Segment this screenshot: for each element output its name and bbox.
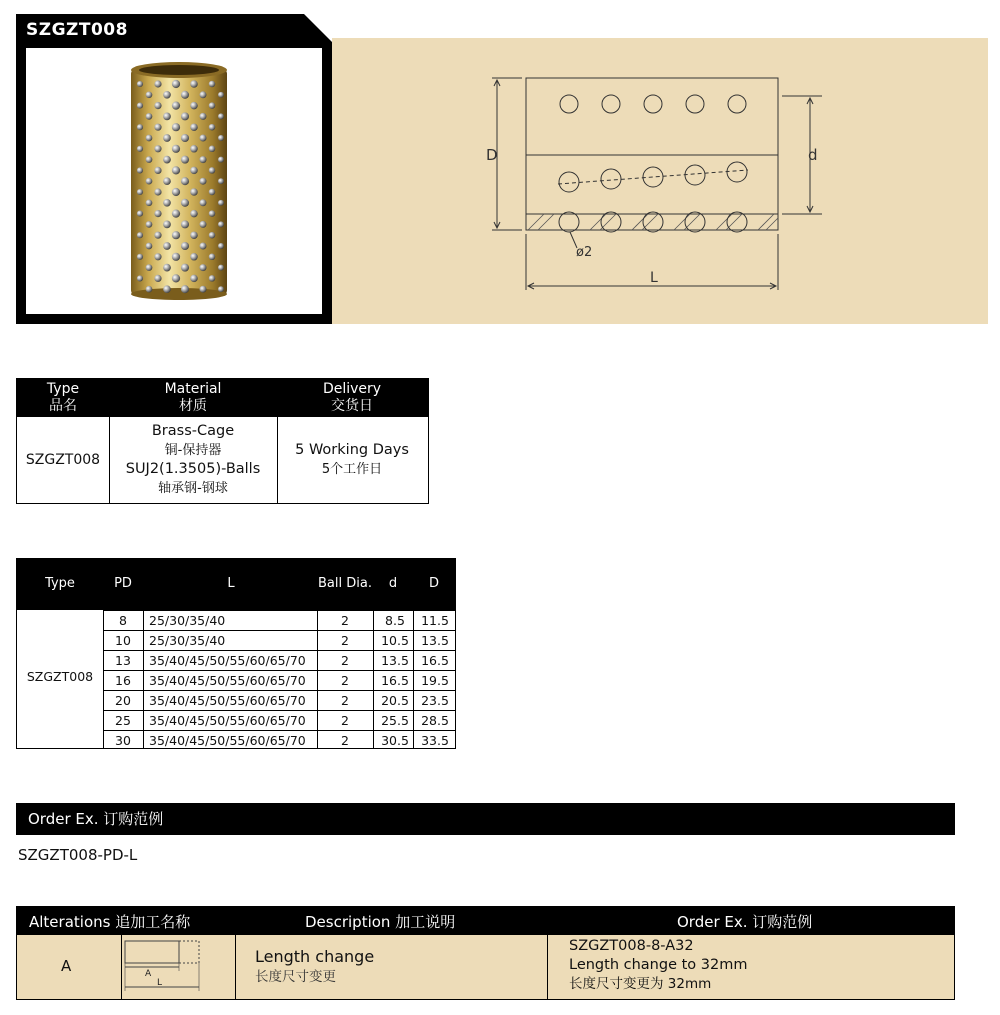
col-ball-dia: Ball Dia. (318, 576, 372, 591)
dimension-table-header (17, 559, 455, 610)
dim-label-D: D (486, 146, 498, 164)
cell-pd: 8 (119, 613, 127, 628)
cell-l: 35/40/45/50/55/60/65/70 (149, 713, 306, 728)
cell-D: 16.5 (421, 653, 449, 668)
col-type: Type (45, 576, 75, 591)
cell-material: Brass-Cage 铜-保持器 SUJ2(1.3505)-Balls 轴承钢-钢球 (125, 423, 261, 496)
col-pd: PD (114, 576, 132, 591)
cell-ball: 2 (341, 673, 349, 688)
cell-pd: 13 (115, 653, 131, 668)
cell-ball: 2 (341, 653, 349, 668)
technical-drawing (332, 38, 988, 324)
alterations-row (17, 935, 954, 999)
ball-cage-image (26, 48, 322, 314)
header-type: Type 品名 (46, 381, 80, 414)
table-row (103, 610, 455, 630)
alteration-code: A (61, 957, 72, 975)
cell-pd: 25 (115, 713, 131, 728)
spec-table-material-header (17, 379, 428, 417)
spec-table-dimensions (16, 558, 456, 749)
cell-pd: 10 (115, 633, 131, 648)
col-d-large: D (428, 576, 439, 591)
cell-type: SZGZT008 (25, 452, 101, 468)
dim-label-d: d (808, 146, 818, 164)
alterations-table (16, 906, 955, 1000)
cell-pd: 30 (115, 733, 131, 748)
cell-pd: 16 (115, 673, 131, 688)
drawing-panel (332, 38, 988, 324)
cell-d: 13.5 (381, 653, 409, 668)
order-code: SZGZT008-PD-L (18, 846, 138, 864)
cell-ball: 2 (341, 693, 349, 708)
cell-l: 35/40/45/50/55/60/65/70 (149, 733, 306, 748)
dim-label-L: L (650, 270, 658, 286)
header-description: Description 加工说明 (305, 913, 456, 931)
cell-d: 20.5 (381, 693, 409, 708)
cell-ball: 2 (341, 633, 349, 648)
cell-D: 19.5 (421, 673, 449, 688)
alteration-order-example: SZGZT008-8-A32 Length change to 32mm 长度尺寸变更为 32mm (569, 938, 748, 992)
cell-d: 16.5 (381, 673, 409, 688)
product-title: SZGZT008 (26, 20, 128, 40)
cell-l: 35/40/45/50/55/60/65/70 (149, 693, 306, 708)
cell-ball: 2 (341, 733, 349, 748)
cell-l: 35/40/45/50/55/60/65/70 (149, 673, 306, 688)
cell-D: 13.5 (421, 633, 449, 648)
cell-l: 25/30/35/40 (149, 633, 226, 648)
cell-d: 8.5 (385, 613, 405, 628)
dimension-type-cell: SZGZT008 (26, 669, 94, 684)
alteration-description: Length change 长度尺寸变更 (255, 947, 375, 985)
cell-D: 11.5 (421, 613, 449, 628)
cell-d: 25.5 (381, 713, 409, 728)
cell-d: 10.5 (381, 633, 409, 648)
cell-d: 30.5 (381, 733, 409, 748)
cell-ball: 2 (341, 613, 349, 628)
header-material: Material 材质 (164, 381, 222, 414)
table-row (103, 650, 455, 670)
cell-l: 25/30/35/40 (149, 613, 226, 628)
cell-D: 23.5 (421, 693, 449, 708)
header-alterations: Alterations 追加工名称 (29, 913, 191, 931)
product-photo (26, 48, 322, 314)
header-delivery: Delivery 交货日 (322, 381, 382, 414)
cell-l: 35/40/45/50/55/60/65/70 (149, 653, 306, 668)
cell-D: 33.5 (421, 733, 449, 748)
col-d-small: d (388, 576, 398, 591)
cell-pd: 20 (115, 693, 131, 708)
order-example-bar: Order Ex. 订购范例 (16, 803, 955, 835)
table-row (103, 630, 455, 650)
cell-D: 28.5 (421, 713, 449, 728)
header-order-ex: Order Ex. 订购范例 (677, 913, 813, 931)
dim-label-ball: ø2 (576, 245, 593, 260)
length-change-diagram (123, 937, 233, 997)
cell-delivery: 5 Working Days 5个工作日 (295, 442, 409, 477)
table-row (103, 730, 455, 750)
table-row (103, 690, 455, 710)
cell-ball: 2 (341, 713, 349, 728)
diagram-label-l: L (157, 978, 163, 988)
table-row (103, 670, 455, 690)
spec-table-material (16, 378, 429, 504)
diagram-label-a: A (145, 969, 152, 979)
col-l: L (227, 576, 235, 591)
alterations-header (17, 907, 954, 935)
table-row (103, 710, 455, 730)
